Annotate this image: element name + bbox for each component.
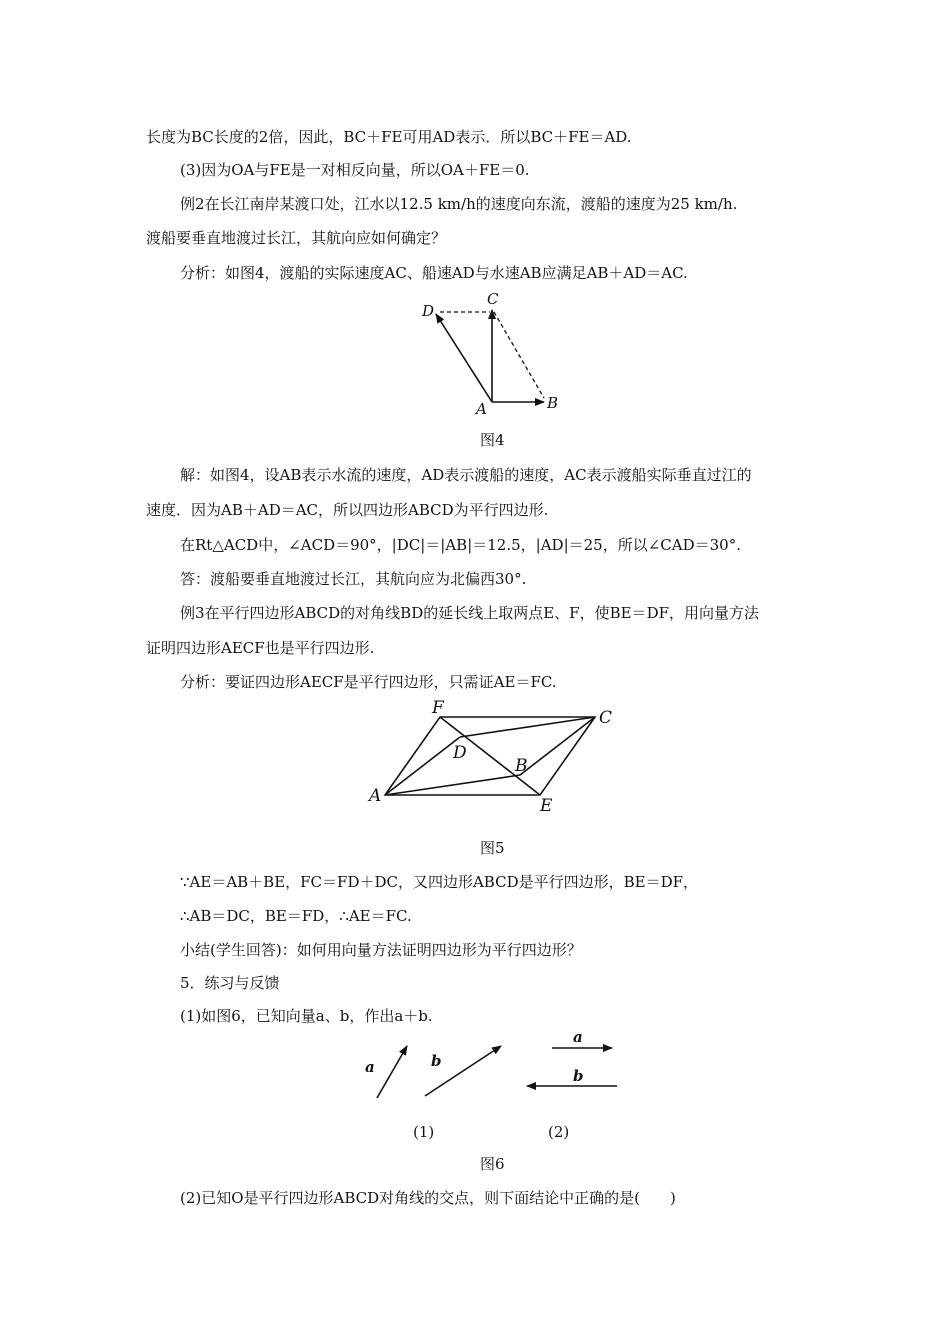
text-line-9: 答：渡船要垂直地渡过长江，其航向应为北偏西30°.	[180, 570, 527, 588]
text-line-10: 例3在平行四边形ABCD的对角线BD的延长线上取两点E、F，使BE＝DF，用向量方法	[180, 604, 759, 622]
label-d: D	[453, 743, 467, 763]
segment-cb	[494, 312, 544, 398]
text-line-15: 小结(学生回答)：如何用向量方法证明四边形为平行四边形？	[180, 941, 582, 959]
label-f: F	[432, 698, 444, 718]
figure-4-caption: 图4	[480, 431, 505, 449]
text-line-1: 长度为BC长度的2倍，因此，BC＋FE可用AD表示．所以BC＋FE＝AD.	[146, 128, 632, 146]
figure-4	[420, 290, 570, 420]
label-b: B	[515, 756, 528, 776]
label-c: C	[599, 708, 613, 728]
figure-5-caption: 图5	[480, 839, 505, 857]
label-a: A	[476, 400, 487, 418]
text-line-3: 例2在长江南岸某渡口处，江水以12.5 km/h的速度向东流，渡船的速度为25 km/h.	[180, 195, 738, 213]
label-a: A	[369, 786, 382, 806]
label-b-2: b	[573, 1067, 584, 1085]
label-a-2: a	[573, 1028, 583, 1046]
text-line-2: (3)因为OA与FE是一对相反向量，所以OA＋FE＝0.	[180, 161, 530, 179]
text-line-7: 速度．因为AB＋AD＝AC，所以四边形ABCD为平行四边形.	[146, 501, 549, 519]
label-e: E	[540, 796, 553, 816]
figure-5	[365, 697, 625, 817]
vector-a-1	[377, 1046, 407, 1098]
vector-ad	[436, 314, 492, 402]
text-line-18: (2)已知O是平行四边形ABCD对角线的交点，则下面结论中正确的是( )	[180, 1189, 676, 1207]
text-line-16: 5．练习与反馈	[180, 974, 280, 992]
figure-6-sub-1: (1)	[413, 1123, 435, 1141]
label-d: D	[422, 302, 435, 320]
label-a-1: a	[365, 1058, 375, 1076]
label-c: C	[487, 290, 499, 308]
text-line-5: 分析：如图4，渡船的实际速度AC、船速AD与水速AB应满足AB＋AD＝AC.	[180, 264, 688, 282]
text-line-17: (1)如图6，已知向量a、b，作出a＋b.	[180, 1007, 433, 1025]
text-line-12: 分析：要证四边形AECF是平行四边形，只需证AE＝FC.	[180, 673, 557, 691]
text-line-8: 在Rt△ACD中，∠ACD＝90°，|DC|＝|AB|＝12.5，|AD|＝25，所以∠CAD＝30°.	[180, 536, 741, 554]
figure-6	[355, 1030, 625, 1105]
text-line-11: 证明四边形AECF也是平行四边形.	[146, 639, 375, 657]
text-line-4: 渡船要垂直地渡过长江，其航向应如何确定？	[146, 229, 447, 247]
text-line-6: 解：如图4，设AB表示水流的速度，AD表示渡船的速度，AC表示渡船实际垂直过江的	[180, 466, 752, 484]
figure-6-sub-2: (2)	[548, 1123, 570, 1141]
text-line-14: ∴AB＝DC，BE＝FD，∴AE＝FC.	[180, 907, 412, 925]
label-b: B	[547, 394, 559, 412]
text-line-13: ∵AE＝AB＋BE，FC＝FD＋DC，又四边形ABCD是平行四边形，BE＝DF，	[180, 873, 699, 891]
label-b-1: b	[431, 1052, 442, 1070]
figure-6-caption: 图6	[480, 1155, 505, 1173]
